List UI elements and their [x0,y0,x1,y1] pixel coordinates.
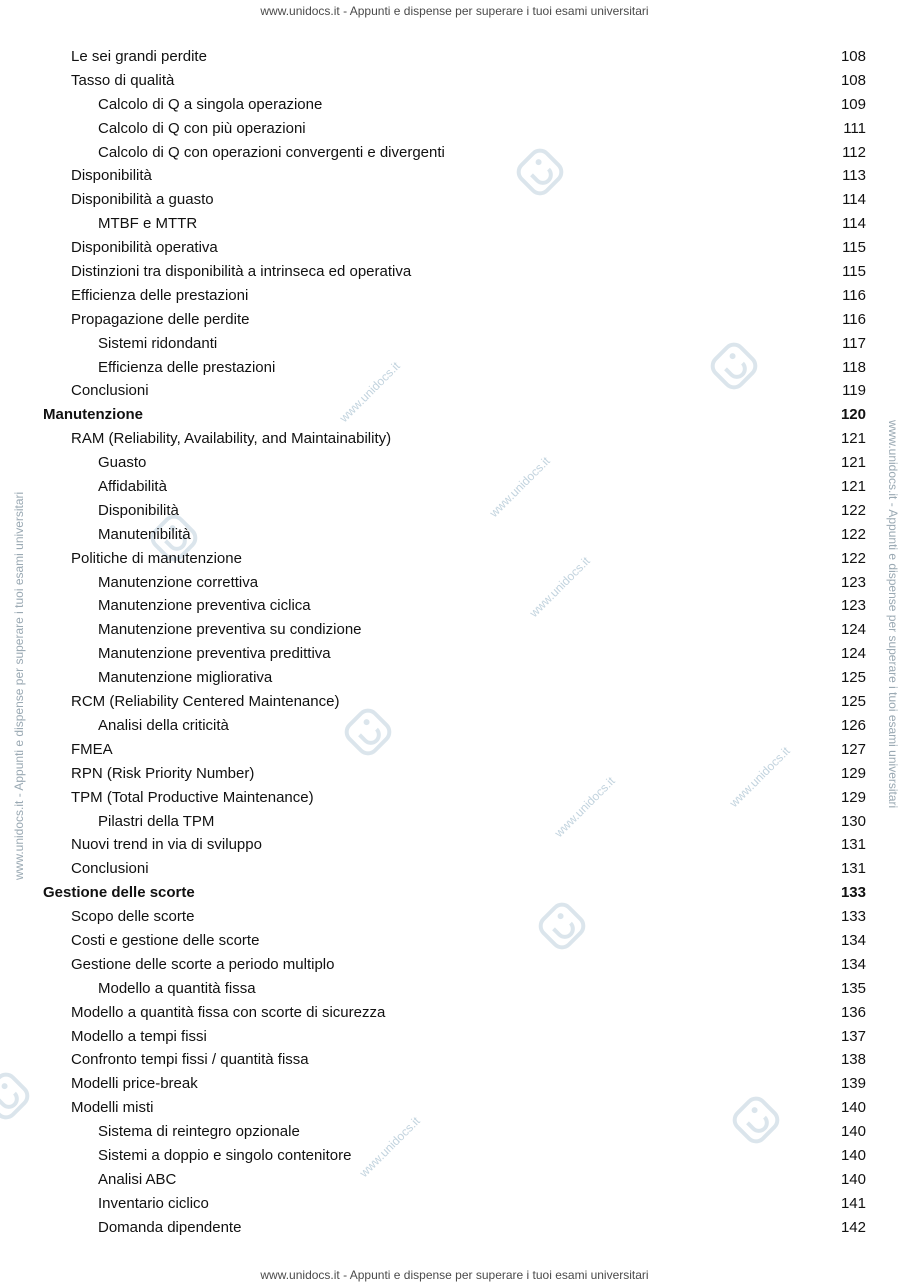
toc-entry-title: Sistema di reintegro opzionale [98,1123,300,1141]
toc-subsection-row[interactable] [0,571,909,595]
right-margin-text: www.unidocs.it - Appunti e dispense per superare i tuoi esami universitari [886,420,900,809]
toc-page-number: 129 [840,788,866,806]
toc-subsection-row[interactable] [0,451,909,475]
toc-section-row[interactable] [0,547,909,571]
toc-page-number: 124 [840,621,866,639]
toc-subsection-row[interactable] [0,523,909,547]
toc-entry-title: Nuovi trend in via di sviluppo [71,836,262,854]
toc-page-number: 117 [842,334,866,352]
toc-entry-title: RAM (Reliability, Availability, and Maintainability) [71,430,392,448]
toc-section-row[interactable] [0,905,909,929]
toc-subsection-row[interactable] [0,618,909,642]
toc-subsection-row[interactable] [0,714,909,738]
toc-page-number: 140 [840,1146,866,1164]
left-margin-text: www.unidocs.it - Appunti e dispense per superare i tuoi esami universitari [12,491,26,880]
toc-entry-title: Tasso di qualità [71,71,175,89]
toc-entry-title: Disponibilità a guasto [71,191,214,209]
toc-entry-title: Efficienza delle prestazioni [98,358,276,376]
toc-entry-title: Gestione delle scorte [43,884,195,902]
toc-section-row[interactable] [0,260,909,284]
toc-page-number: 112 [842,143,866,161]
toc-section-row[interactable] [0,738,909,762]
toc-entry-title: Manutenzione preventiva predittiva [98,645,331,663]
toc-entry-title: Disponibilità [71,167,152,185]
toc-subsection-row[interactable] [0,810,909,834]
toc-page-number: 139 [840,1075,866,1093]
toc-entry-title: TPM (Total Productive Maintenance) [71,788,314,806]
toc-page-number: 121 [840,478,866,496]
toc-section-row[interactable] [0,45,909,69]
toc-page-number: 122 [840,525,866,543]
toc-page-number: 131 [840,836,866,854]
toc-section-row[interactable] [0,69,909,93]
toc-page-number: 115 [842,239,866,257]
toc-entry-title: Distinzioni tra disponibilità a intrinseca ed operativa [71,263,412,281]
toc-page-number: 122 [840,549,866,567]
toc-entry-title: Efficienza delle prestazioni [71,286,249,304]
toc-page-number: 138 [840,1051,866,1069]
toc-entry-title: MTBF e MTTR [98,215,198,233]
toc-subsection-row[interactable] [0,117,909,141]
toc-page-number: 137 [840,1027,866,1045]
toc-page-number: 114 [842,215,866,233]
toc-entry-title: Politiche di manutenzione [71,549,242,567]
toc-entry-title: Manutenzione [43,406,143,424]
toc-entry-title: Calcolo di Q a singola operazione [98,95,323,113]
toc-entry-title: Le sei grandi perdite [71,48,207,65]
toc-page-number: 134 [840,931,866,949]
toc-subsection-row[interactable] [0,1144,909,1168]
toc-entry-title: Analisi della criticità [98,716,229,734]
toc-subsection-row[interactable] [0,212,909,236]
page-header: www.unidocs.it - Appunti e dispense per superare i tuoi esami universitari [260,4,649,18]
toc-entry-title: Propagazione delle perdite [71,310,250,328]
toc-subsection-row[interactable] [0,642,909,666]
toc-section-row[interactable] [0,379,909,403]
toc-entry-title: Conclusioni [71,382,149,400]
toc-subsection-row[interactable] [0,356,909,380]
toc-entry-title: Manutenzione correttiva [98,573,259,591]
toc-subsection-row[interactable] [0,1168,909,1192]
toc-entry-title: Gestione delle scorte a periodo multiplo [71,955,335,973]
toc-entry-title: Costi e gestione delle scorte [71,931,260,949]
toc-section-row[interactable] [0,762,909,786]
toc-section-row[interactable] [0,427,909,451]
toc-entry-title: Calcolo di Q con operazioni convergenti e divergenti [98,143,445,161]
toc-page-number: 123 [840,597,866,615]
toc-entry-title: Confronto tempi fissi / quantità fissa [71,1051,309,1069]
toc-page-number: 140 [840,1099,866,1117]
toc-subsection-row[interactable] [0,1120,909,1144]
toc-entry-title: Manutenzione migliorativa [98,669,273,687]
toc-entry-title: Manutenzione preventiva ciclica [98,597,311,615]
toc-page-number: 141 [840,1194,866,1212]
toc-entry-title: Scopo delle scorte [71,908,195,926]
watermark-text: www.unidocs.it [526,553,593,621]
toc-subsection-row[interactable] [0,93,909,117]
toc-page-number: 114 [842,191,866,209]
toc-section-row[interactable] [0,284,909,308]
toc-entry-title: Inventario ciclico [98,1194,209,1212]
watermark-text: www.unidocs.it [486,453,553,521]
watermark-text: www.unidocs.it [551,773,618,841]
toc-subsection-row[interactable] [0,1192,909,1216]
toc-page-number: 127 [840,740,866,758]
toc-page-number: 116 [842,310,866,328]
toc-page-number: 108 [840,71,866,89]
toc-section-row[interactable] [0,929,909,953]
toc-entry-title: Manutenibilità [98,525,191,543]
toc-entry-title: Sistemi a doppio e singolo contenitore [98,1146,352,1164]
toc-page-number: 134 [840,955,866,973]
toc-section-row[interactable] [0,690,909,714]
toc-page-number: 136 [840,1003,866,1021]
toc-section-row[interactable] [0,1025,909,1049]
toc-section-row[interactable] [0,1001,909,1025]
toc-section-row[interactable] [0,786,909,810]
toc-page-number: 119 [842,382,866,400]
toc-page-number: 124 [840,645,866,663]
toc-page-number: 113 [842,167,866,185]
toc-entry-title: Disponibilità [98,501,179,519]
toc-subsection-row[interactable] [0,1216,909,1240]
watermark-text: www.unidocs.it [726,743,793,811]
toc-subsection-row[interactable] [0,475,909,499]
toc-page-number: 116 [842,286,866,304]
toc-entry-title: Pilastri della TPM [98,812,215,830]
toc-section-row[interactable] [0,1048,909,1072]
toc-subsection-row[interactable] [0,141,909,165]
toc-page-number: 125 [840,669,866,687]
toc-subsection-row[interactable] [0,977,909,1001]
watermark-text: www.unidocs.it [336,358,403,426]
toc-section-row[interactable] [0,308,909,332]
toc-entry-title: Modelli misti [71,1099,154,1117]
toc-entry-title: RCM (Reliability Centered Maintenance) [71,693,340,711]
toc-entry-title: Disponibilità operativa [71,239,218,257]
toc-subsection-row[interactable] [0,332,909,356]
toc-chapter-row[interactable] [0,403,909,427]
toc-entry-title: Guasto [98,454,147,472]
toc-entry-title: Modello a quantità fissa [98,979,256,997]
toc-entry-title: Modello a tempi fissi [71,1027,207,1045]
page-footer: www.unidocs.it - Appunti e dispense per superare i tuoi esami universitari [260,1268,649,1282]
toc-page-number: 130 [840,812,866,830]
toc-page-number: 129 [840,764,866,782]
toc-entry-title: Modello a quantità fissa con scorte di sicurezza [71,1003,386,1021]
toc-subsection-row[interactable] [0,499,909,523]
toc-page-number: 140 [840,1170,866,1188]
toc-entry-title: Affidabilità [98,478,167,496]
toc-entry-title: Calcolo di Q con più operazioni [98,119,306,137]
toc-page-number: 108 [840,48,866,65]
toc-page-number: 115 [842,263,866,281]
toc-page-number: 140 [840,1123,866,1141]
toc-page-number: 122 [840,501,866,519]
toc-page-number: 109 [840,95,866,113]
toc-page-number: 120 [840,406,866,424]
toc-entry-title: Manutenzione preventiva su condizione [98,621,362,639]
toc-page-number: 133 [840,908,866,926]
toc-subsection-row[interactable] [0,594,909,618]
toc-page-number: 118 [842,358,866,376]
toc-entry-title: RPN (Risk Priority Number) [71,764,255,782]
toc-section-row[interactable] [0,953,909,977]
toc-section-row[interactable] [0,188,909,212]
toc-section-row[interactable] [0,236,909,260]
toc-section-row[interactable] [0,164,909,188]
table-of-contents [0,45,909,1240]
toc-page-number: 142 [840,1218,866,1236]
toc-entry-title: FMEA [71,740,113,758]
toc-section-row[interactable] [0,1072,909,1096]
toc-section-row[interactable] [0,833,909,857]
toc-entry-title: Conclusioni [71,860,149,878]
toc-page-number: 123 [840,573,866,591]
watermark-text: www.unidocs.it [356,1113,423,1181]
toc-entry-title: Analisi ABC [98,1170,177,1188]
toc-entry-title: Modelli price-break [71,1075,198,1093]
toc-entry-title: Sistemi ridondanti [98,334,218,352]
toc-section-row[interactable] [0,1096,909,1120]
toc-page-number: 131 [840,860,866,878]
toc-page-number: 126 [840,716,866,734]
toc-page-number: 125 [840,693,866,711]
toc-section-row[interactable] [0,857,909,881]
toc-page-number: 121 [840,454,866,472]
toc-chapter-row[interactable] [0,881,909,905]
toc-page-number: 111 [843,119,866,137]
toc-page-number: 135 [840,979,866,997]
toc-entry-title: Domanda dipendente [98,1218,242,1236]
toc-page-number: 133 [840,884,866,902]
toc-page-number: 121 [840,430,866,448]
toc-subsection-row[interactable] [0,666,909,690]
